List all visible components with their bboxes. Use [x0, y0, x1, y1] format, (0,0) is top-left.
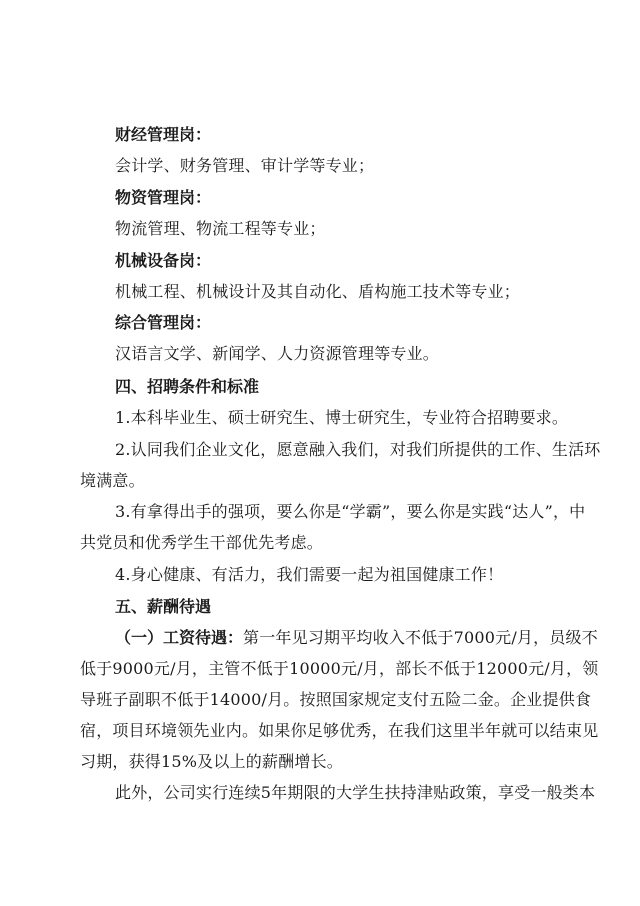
major-desc-general: 汉语言文学、新闻学、人力资源管理等专业。	[115, 344, 440, 363]
subsidy-paragraph-line-1: 此外，公司实行连续5年期限的大学生扶持津贴政策，享受一般类本	[115, 783, 596, 802]
salary-paragraph-line-4: 宿，项目环境领先业内。如果你足够优秀，在我们这里半年就可以结束见	[80, 721, 599, 740]
salary-paragraph-line-2: 低于9000元/月，主管不低于10000元/月，部长不低于12000元/月，领	[80, 659, 599, 678]
salary-paragraph-line-1	[115, 628, 598, 648]
salary-paragraph-line-5: 习期，获得15%及以上的薪酬增长。	[80, 752, 343, 771]
requirement-item-3: 3.有拿得出手的强项，要么你是“学霸”，要么你是实践“达人”，中	[115, 502, 586, 521]
major-title-materials: 物资管理岗：	[115, 188, 212, 207]
major-title-general: 综合管理岗：	[115, 313, 212, 332]
requirement-item-2: 2.认同我们企业文化，愿意融入我们，对我们所提供的工作、生活环	[115, 440, 601, 459]
requirement-item-3-cont: 共党员和优秀学生干部优先考虑。	[80, 533, 324, 552]
major-desc-finance: 会计学、财务管理、审计学等专业；	[115, 156, 375, 175]
major-title-finance: 财经管理岗：	[115, 125, 212, 144]
requirement-item-1: 1.本科毕业生、硕士研究生、博士研究生，专业符合招聘要求。	[115, 408, 569, 427]
major-title-machinery: 机械设备岗：	[115, 251, 212, 270]
section-heading-requirements: 四、招聘条件和标准	[115, 377, 260, 396]
requirement-item-2-cont: 境满意。	[80, 471, 145, 490]
major-desc-machinery: 机械工程、机械设计及其自动化、盾构施工技术等专业；	[115, 282, 521, 301]
salary-text-1: 第一年见习期平均收入不低于7000元/月，员级不	[243, 628, 598, 647]
section-heading-compensation: 五、薪酬待遇	[115, 597, 212, 616]
salary-paragraph-line-3: 导班子副职不低于14000/月。按照国家规定支付五险二金。企业提供食	[80, 690, 592, 709]
major-desc-materials: 物流管理、物流工程等专业；	[115, 219, 326, 238]
salary-label: （一）工资待遇：	[115, 628, 244, 647]
requirement-item-4: 4.身心健康、有活力，我们需要一起为祖国健康工作！	[115, 565, 504, 584]
